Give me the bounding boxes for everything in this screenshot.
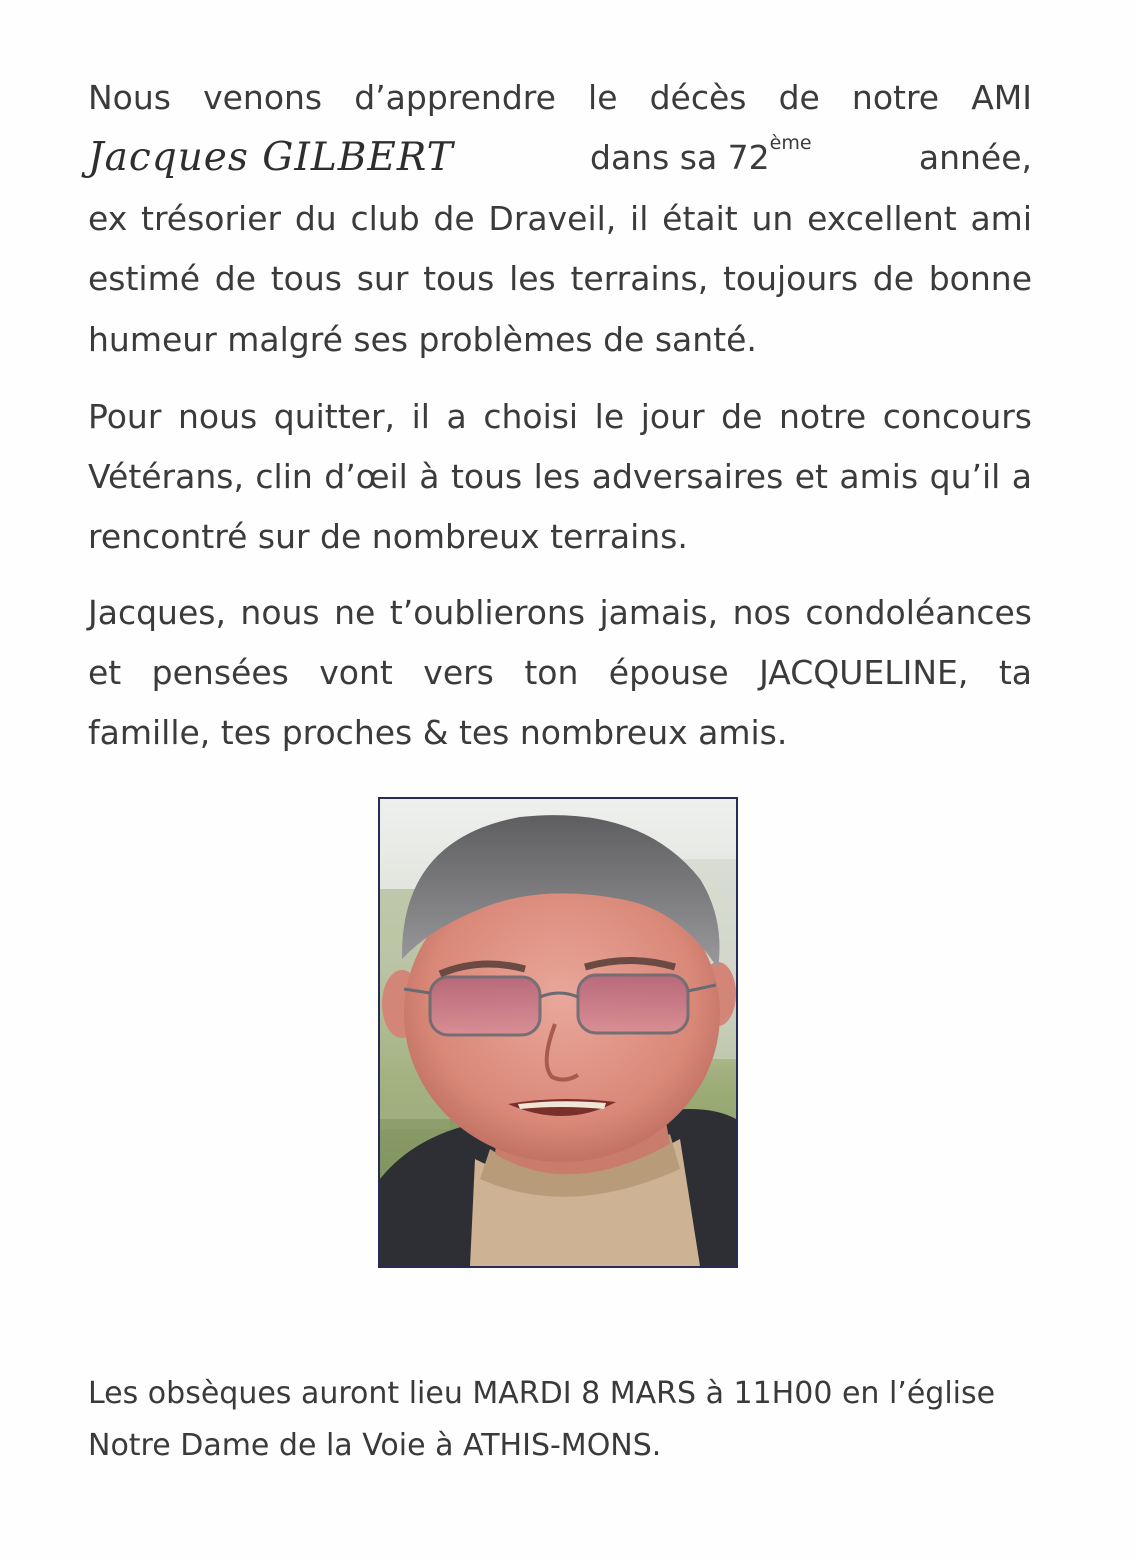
age-superscript: ème bbox=[769, 132, 812, 154]
paragraph3-line2: et pensées vont vers ton épouse JACQUELINE, ta bbox=[88, 653, 1032, 692]
age-text: dans sa 72ème bbox=[590, 132, 812, 177]
footer-line2: Notre Dame de la Voie à ATHIS-MONS. bbox=[88, 1428, 662, 1463]
paragraph2-line1: Pour nous quitter, il a choisi le jour de notre concours bbox=[88, 397, 1032, 436]
paragraph1-line4: estimé de tous sur tous les terrains, toujours de bonne bbox=[88, 259, 1032, 298]
paragraph1-line1: Nous venons d’apprendre le décès de notre AMI bbox=[88, 78, 1032, 117]
portrait-illustration bbox=[380, 799, 736, 1266]
paragraph1-line2 bbox=[88, 132, 1032, 181]
annee-text: année, bbox=[918, 138, 1032, 177]
paragraph3-line1: Jacques, nous ne t’oublierons jamais, nos condoléances bbox=[88, 593, 1032, 632]
paragraph1-line3: ex trésorier du club de Draveil, il était un excellent ami bbox=[88, 199, 1032, 238]
footer-line1: Les obsèques auront lieu MARDI 8 MARS à 11H00 en l’église bbox=[88, 1376, 996, 1411]
paragraph1-line5: humeur malgré ses problèmes de santé. bbox=[88, 320, 757, 359]
portrait-photo bbox=[378, 797, 738, 1268]
paragraph2-line3: rencontré sur de nombreux terrains. bbox=[88, 517, 688, 556]
deceased-name: Jacques GILBERT bbox=[88, 135, 454, 180]
paragraph2-line2: Vétérans, clin d’œil à tous les adversaires et amis qu’il a bbox=[88, 457, 1032, 496]
paragraph3-line3: famille, tes proches & tes nombreux amis. bbox=[88, 713, 788, 752]
